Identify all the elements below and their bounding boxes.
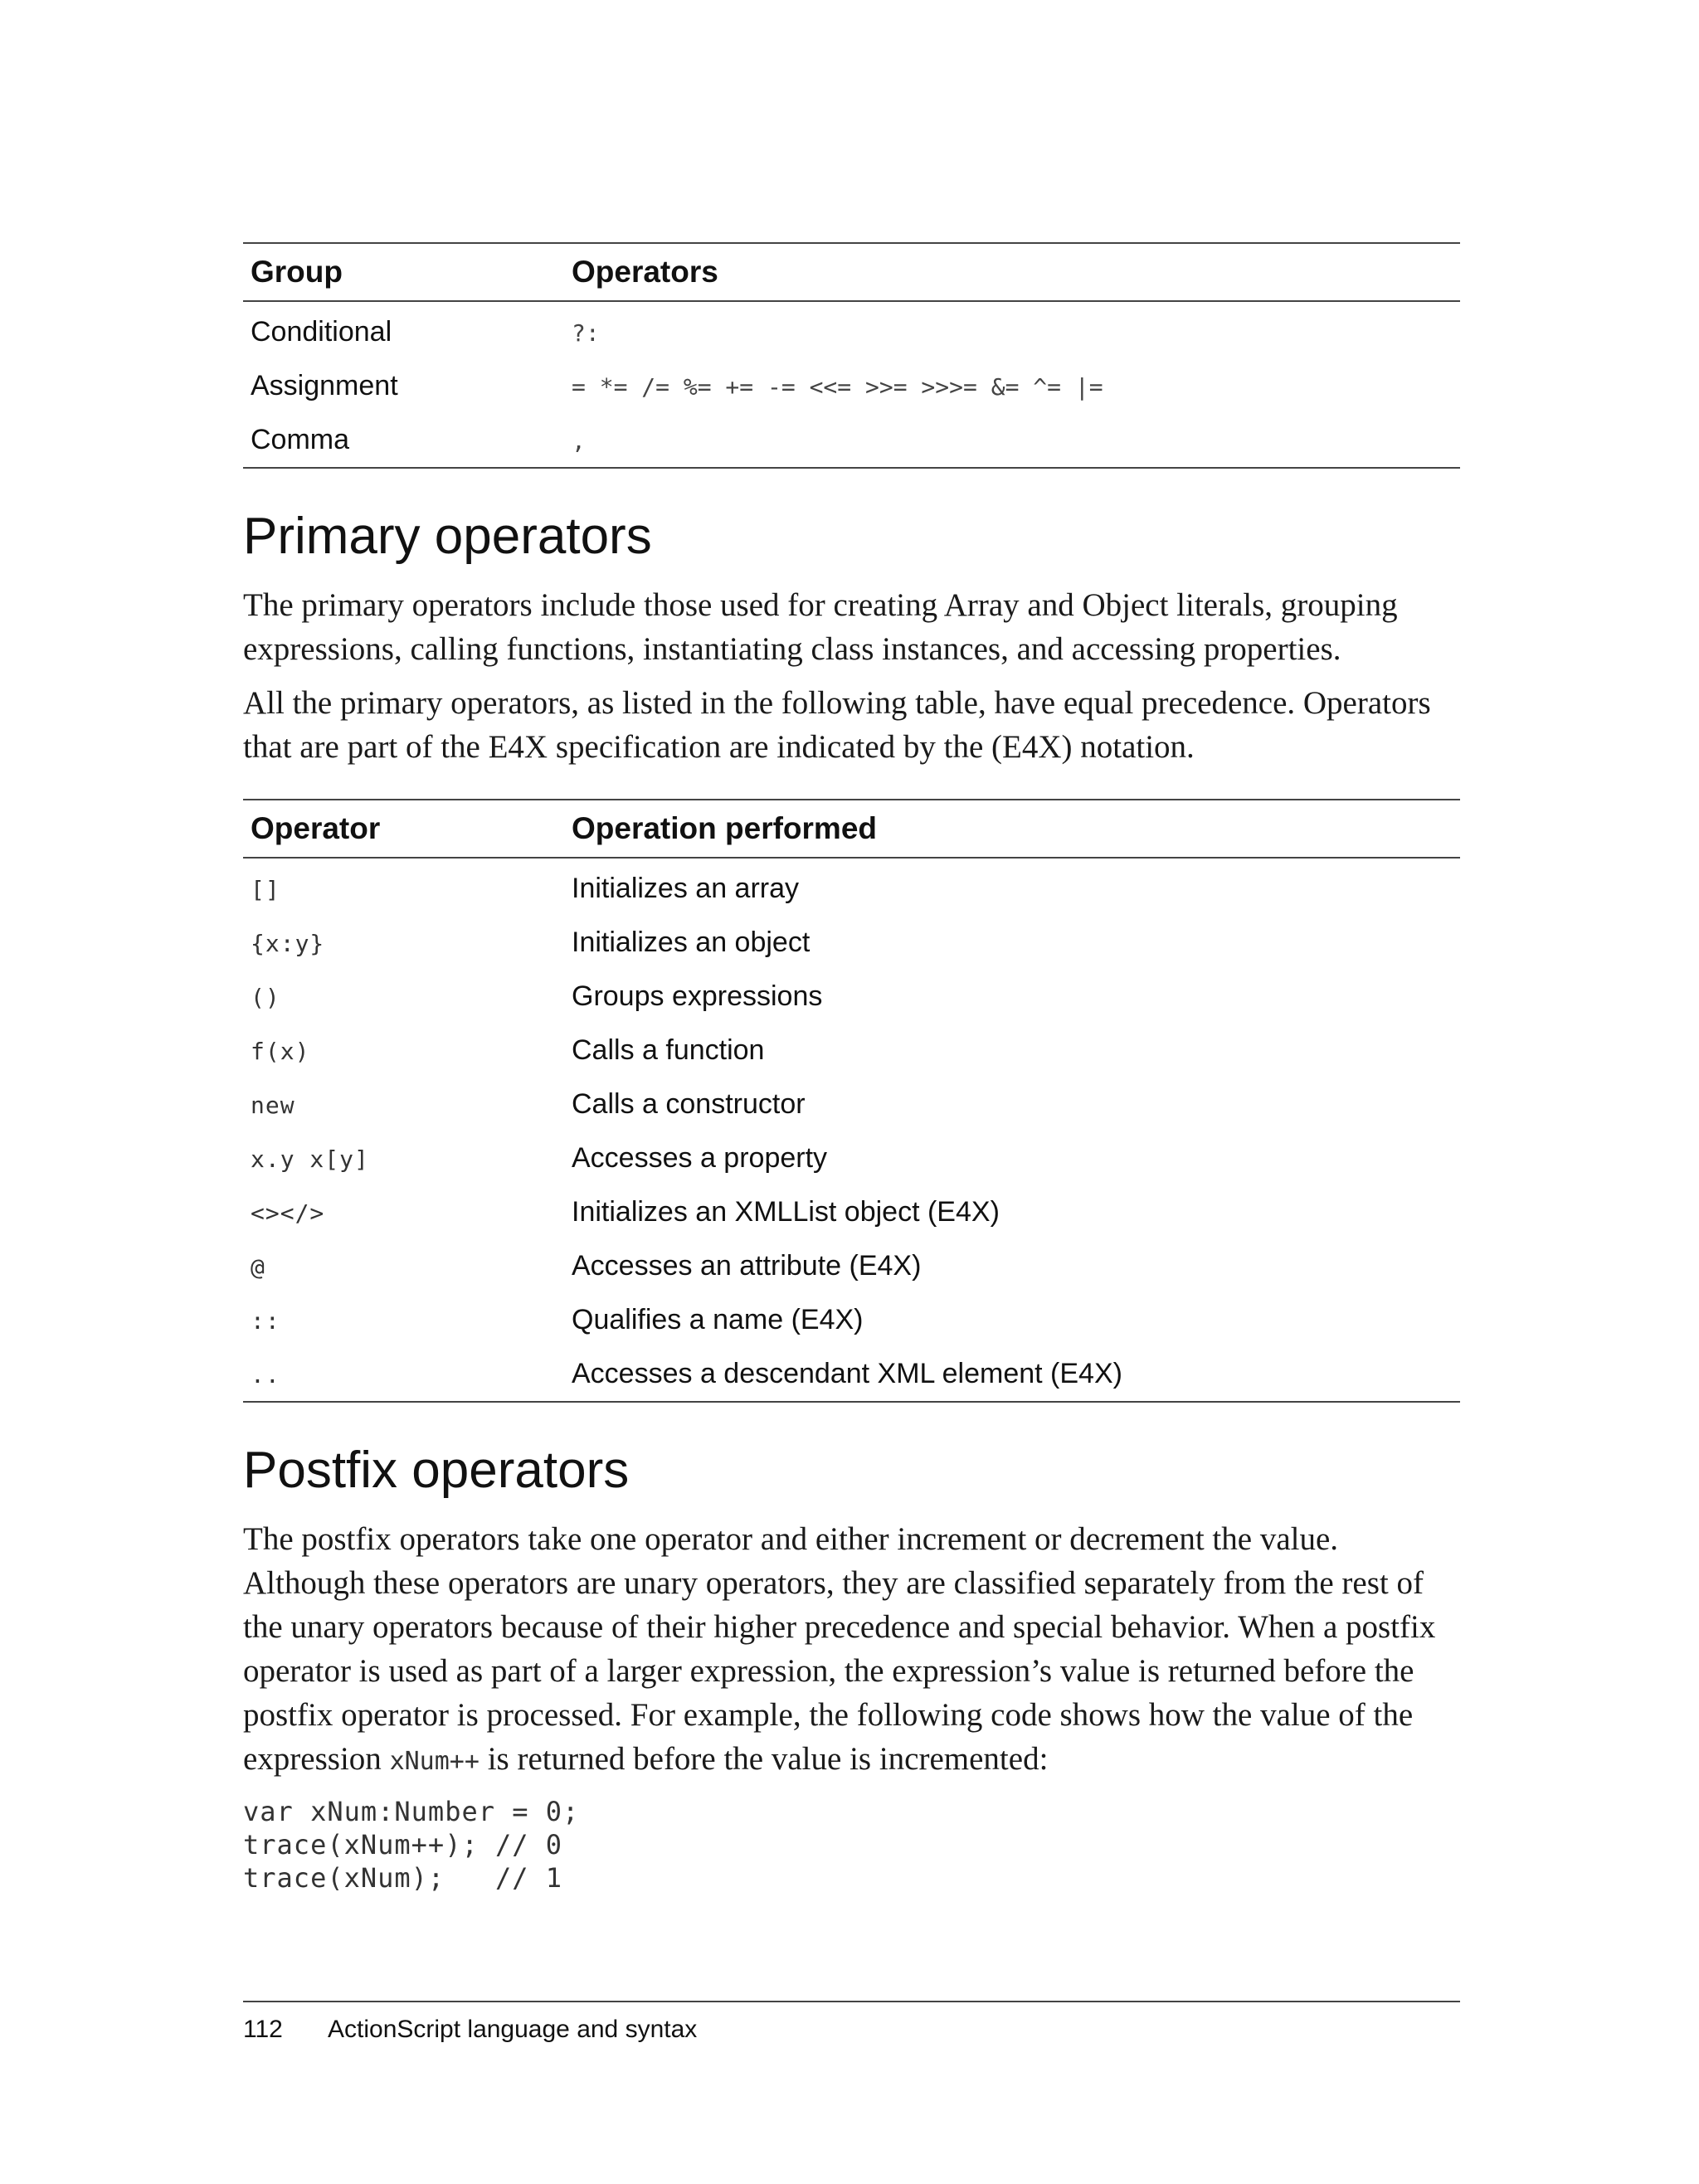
operation-description: Groups expressions <box>572 980 823 1013</box>
operator-cell <box>243 916 564 970</box>
operator-code: [] <box>251 876 280 904</box>
operator-cell <box>243 970 564 1024</box>
code-line: var xNum:Number = 0; <box>243 1796 580 1828</box>
operation-description: Accesses an attribute (E4X) <box>572 1250 922 1282</box>
operation-description: Accesses a descendant XML element (E4X) <box>564 1347 1460 1402</box>
group-name: Conditional <box>251 316 392 348</box>
operator-code: () <box>251 984 280 1012</box>
operator-code: @ <box>251 1253 265 1282</box>
group-operators <box>564 359 1460 413</box>
column-header-operators: Operators <box>564 243 1460 301</box>
table-row <box>243 858 1460 916</box>
section-heading-primary: Primary operators <box>243 508 652 565</box>
operation-description: Initializes an object <box>572 927 811 959</box>
table-row <box>243 413 1460 468</box>
operator-cell <box>243 1185 564 1239</box>
table-row <box>243 1347 1460 1402</box>
group-name: Assignment <box>251 370 398 401</box>
operator-cell <box>243 1024 564 1077</box>
group-operators <box>564 301 1460 359</box>
table-row <box>243 916 1460 970</box>
operator-cell <box>243 1077 564 1131</box>
table-header-row <box>243 243 1460 301</box>
operator-cell <box>243 1239 564 1293</box>
paragraph: All the primary operators, as listed in the following table, have equal precedence. Operators that are part of the E4X specification are indicated by the (E4X) notation. <box>243 685 1431 766</box>
code-line: trace(xNum++); // 0 <box>243 1829 563 1861</box>
table-header-row <box>243 800 1460 858</box>
primary-operators-table <box>243 799 1460 1403</box>
table-row <box>243 1077 1460 1131</box>
operation-description: Calls a constructor <box>572 1088 806 1121</box>
operator-code: {x:y} <box>251 930 325 958</box>
operator-code: :: <box>251 1307 280 1335</box>
operator-cell <box>243 1347 564 1402</box>
operator-code: = *= /= %= += -= <<= >>= >>>= &= ^= |= <box>572 373 1103 401</box>
operator-code: new <box>251 1092 295 1120</box>
operator-code: ?: <box>572 319 600 347</box>
paragraph <box>243 1517 1460 1783</box>
page-content <box>243 242 1460 1895</box>
column-header-operation: Operation performed <box>564 800 1460 858</box>
operator-cell <box>243 1293 564 1347</box>
operator-code: .. <box>251 1361 280 1389</box>
table-row <box>243 1239 1460 1293</box>
group-operators <box>564 413 1460 468</box>
operation-description: Calls a function <box>572 1034 765 1067</box>
table-row <box>243 970 1460 1024</box>
page-number: 112 <box>243 2016 283 2043</box>
paragraph-text: is returned before the value is incremented: <box>479 1741 1049 1778</box>
table-row <box>243 1131 1460 1185</box>
operation-description: Qualifies a name (E4X) <box>572 1304 864 1336</box>
operator-cell <box>243 1131 564 1185</box>
code-block <box>243 1795 1460 1895</box>
group-name: Comma <box>243 413 564 468</box>
operation-description: Initializes an XMLList object (E4X) <box>572 1196 1000 1228</box>
column-header-operator: Operator <box>243 800 564 858</box>
paragraph-text: The postfix operators take one operator and either increment or decrement the value. Although these operators are unary operators, they are classified separately from the rest of the unary operators because of their higher precedence and special behavior. When a postfix operator is used as part of a larger expression, the expression’s value is returned before the postfix operator is processed. For example, the following code shows how the value of the expression <box>243 1521 1436 1778</box>
inline-code: xNum++ <box>389 1747 480 1777</box>
table-row <box>243 1185 1460 1239</box>
operator-code: x.y x[y] <box>251 1146 369 1174</box>
operator-code: <></> <box>251 1199 325 1228</box>
table-row <box>243 1024 1460 1077</box>
operation-description: Initializes an array <box>572 873 800 905</box>
paragraph: The primary operators include those used for creating Array and Object literals, grouping expressions, calling functions, instantiating class instances, and accessing properties. <box>243 587 1398 668</box>
page-footer <box>243 2001 1460 2044</box>
table-row <box>243 1293 1460 1347</box>
operator-groups-table <box>243 242 1460 469</box>
operator-cell <box>243 858 564 916</box>
table-row <box>243 301 1460 359</box>
table-row <box>243 359 1460 413</box>
section-heading-postfix: Postfix operators <box>243 1442 630 1500</box>
chapter-title: ActionScript language and syntax <box>328 2016 698 2043</box>
code-line: trace(xNum); // 1 <box>243 1862 563 1895</box>
column-header-group: Group <box>243 243 564 301</box>
operator-code: , <box>572 427 586 455</box>
operator-code: f(x) <box>251 1038 310 1066</box>
operation-description: Accesses a property <box>572 1142 828 1175</box>
